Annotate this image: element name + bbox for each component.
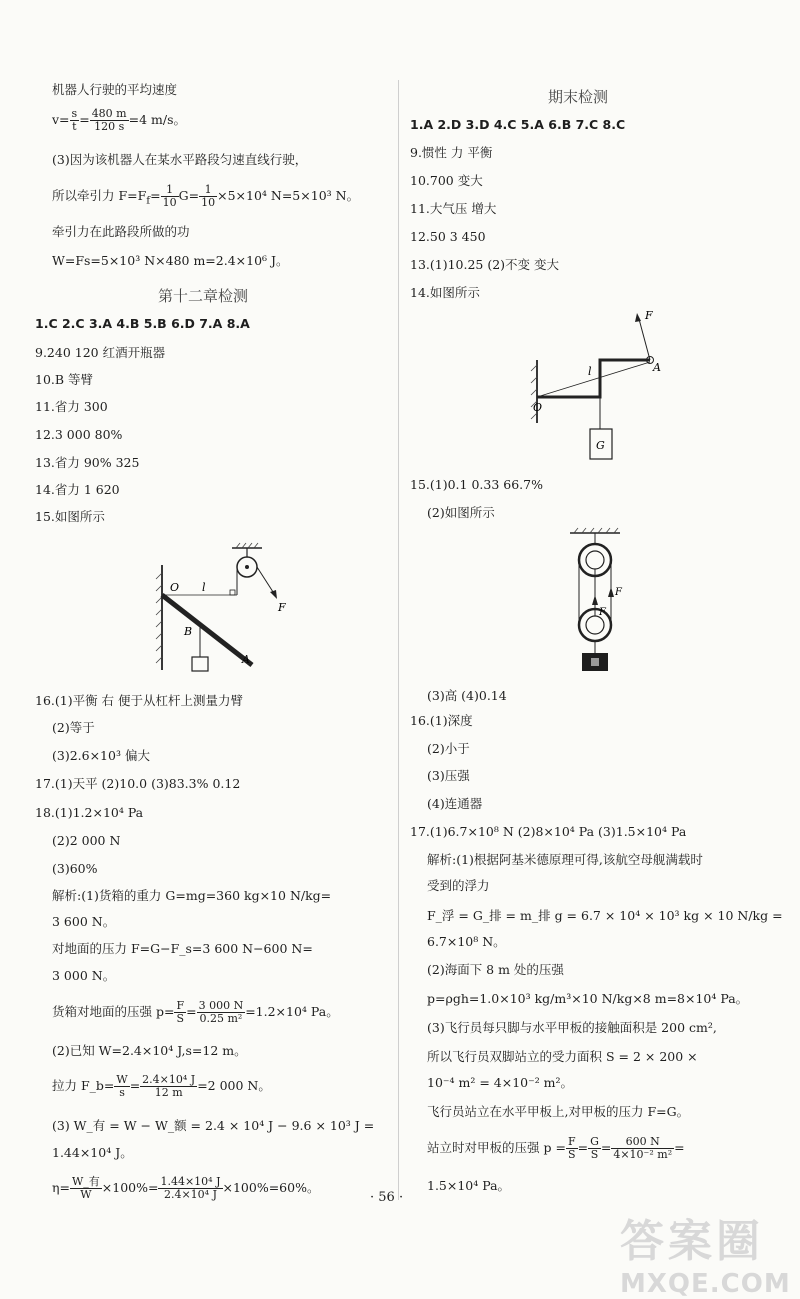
- text-line: 牵引力在此路段所做的功: [52, 224, 190, 239]
- answer-line: (3)2.6×10³ 偏大: [52, 748, 150, 763]
- numerator: 3 000 N: [198, 999, 244, 1012]
- numerator: 600 N: [611, 1136, 674, 1149]
- numerator: 1.44×10⁴ J: [160, 1175, 221, 1188]
- watermark-logo: [620, 1205, 791, 1299]
- column-divider: [398, 80, 399, 1200]
- fraction: [70, 1176, 102, 1201]
- label-F: F: [599, 607, 606, 618]
- fraction: [140, 1074, 197, 1099]
- answer-line: 16.(1)平衡 右 便于从杠杆上测量力臂: [35, 693, 244, 708]
- explanation-line: 所以飞行员双脚站立的受力面积 S = 2 × 200 ×: [427, 1049, 698, 1064]
- text-line: W=Fs=5×10³ N×480 m=2.4×10⁶ J。: [52, 253, 289, 268]
- fraction: [611, 1136, 674, 1161]
- denominator: W: [80, 1188, 92, 1201]
- denominator: S: [590, 1148, 599, 1161]
- efficiency-formula: [52, 1176, 319, 1201]
- explanation-line: 1.5×10⁴ Pa。: [427, 1178, 511, 1193]
- numerator: 1: [161, 184, 179, 197]
- pulley-block-figure: [560, 525, 640, 685]
- answer-line: 10.700 变大: [410, 173, 483, 188]
- explanation-line: (3) W_有 = W − W_额 = 2.4 × 10⁴ J − 9.6 × 10³ J =: [52, 1118, 375, 1133]
- deck-pressure-formula: 站立时对甲板的压强 p = $\frac{F}{S}$ = $\frac{G}{S}$ = $\frac{600 N}{\text{4×10⁻² m²}}$ =: [427, 1135, 685, 1161]
- answer-line: (4)连通器: [427, 796, 483, 811]
- answer-line: 14.省力 1 620: [35, 482, 120, 497]
- pull-force-formula: 拉力 F_b= $\frac{W}{s}$ = $\frac{\text{2.4×10⁴ J}}{12 m}$ =2 000 N。: [52, 1073, 271, 1099]
- label-l: l: [202, 581, 206, 594]
- numerator: 1: [199, 184, 217, 197]
- label-G: G: [596, 439, 605, 452]
- fraction: [70, 108, 80, 133]
- denominator: 12 m: [154, 1086, 183, 1099]
- label-O: O: [170, 581, 180, 594]
- answer-line: 15.(1)0.1 0.33 66.7%: [410, 477, 543, 492]
- denominator: 2.4×10⁴ J: [163, 1188, 217, 1201]
- label-O: O: [533, 401, 543, 414]
- answer-line: 17.(1)6.7×10⁸ N (2)8×10⁴ Pa (3)1.5×10⁴ Pa: [410, 824, 687, 839]
- velocity-formula: v= $\frac{s}{t}$ = $\frac{480 m}{120 s}$ =4 m/s。: [52, 107, 187, 133]
- fraction: [197, 1000, 246, 1025]
- section-title: 期末检测: [548, 88, 609, 106]
- numerator: s: [71, 107, 78, 120]
- fraction: [158, 1176, 222, 1201]
- subscript: f: [146, 194, 151, 207]
- explanation-line: F_浮 = G_排 = m_排 g = 6.7 × 10⁴ × 10³ kg × 10 N/kg =: [427, 908, 783, 923]
- formula-part: 货箱对地面的压强 p=: [52, 1004, 175, 1019]
- numerator: W: [116, 1073, 128, 1086]
- answer-line: (2)如图所示: [427, 505, 495, 520]
- answer-line: 11.大气压 增大: [410, 201, 497, 216]
- explanation-line: 3 600 N。: [52, 914, 116, 929]
- formula-part: η=: [52, 1180, 70, 1195]
- section-title: 第十二章检测: [158, 287, 249, 305]
- fraction: [90, 108, 129, 133]
- formula-part: ×5×10⁴ N=5×10³ N。: [217, 188, 360, 203]
- label-F: F: [278, 601, 286, 614]
- answer-line: 13.省力 90% 325: [35, 455, 140, 470]
- text-line: (3)因为该机器人在某水平路段匀速直线行驶，: [52, 152, 308, 167]
- answer-line: 15.如图所示: [35, 509, 105, 524]
- answer-line: 14.如图所示: [410, 285, 480, 300]
- denominator: 10: [201, 196, 216, 209]
- page-number: · 56 ·: [370, 1190, 404, 1205]
- explanation-line: 解析:(1)货箱的重力 G=mg=360 kg×10 N/kg=: [52, 888, 332, 903]
- label-F: F: [645, 309, 653, 322]
- lever-pulley-figure: [150, 535, 310, 680]
- numerator: F: [176, 999, 185, 1012]
- denominator: 10: [162, 196, 177, 209]
- fraction: [174, 1000, 186, 1025]
- answer-line: (3)压强: [427, 768, 470, 783]
- answer-line: 13.(1)10.25 (2)不变 变大: [410, 257, 560, 272]
- denominator: t: [72, 120, 77, 133]
- formula-part: ×100%=: [101, 1180, 159, 1195]
- explanation-line: (2)已知 W=2.4×10⁴ J,s=12 m。: [52, 1043, 247, 1058]
- answer-line: (2)小于: [427, 741, 470, 756]
- denominator: 4×10⁻² m²: [613, 1148, 673, 1161]
- answer-line: 9.惯性 力 平衡: [410, 145, 493, 160]
- numerator: G: [590, 1135, 599, 1148]
- bent-lever-figure: [525, 305, 685, 470]
- label-B: B: [184, 625, 193, 638]
- explanation-line: 6.7×10⁸ N。: [427, 934, 506, 949]
- answer-line: 10.B 等臂: [35, 372, 94, 387]
- numerator: F: [567, 1135, 576, 1148]
- numerator: 480 m: [91, 107, 127, 120]
- explanation-line: (3)飞行员每只脚与水平甲板的接触面积是 200 cm²,: [427, 1020, 717, 1035]
- fraction: [566, 1136, 578, 1161]
- formula-part: =2 000 N。: [197, 1078, 271, 1093]
- formula-part: G=: [178, 188, 200, 203]
- denominator: S: [567, 1148, 576, 1161]
- watermark-url: MXQE.COM: [620, 1269, 791, 1299]
- answer-line: 1.C 2.C 3.A 4.B 5.B 6.D 7.A 8.A: [35, 316, 250, 331]
- label-A: A: [653, 361, 661, 374]
- label-F: F: [615, 587, 622, 598]
- force-formula: [52, 184, 359, 209]
- fraction: [161, 184, 179, 209]
- formula-part: =: [150, 188, 161, 203]
- fraction: [588, 1136, 601, 1161]
- explanation-line: (2)海面下 8 m 处的压强: [427, 962, 564, 977]
- formula-part: 所以牵引力 F=F: [52, 188, 147, 203]
- answer-line: 18.(1)1.2×10⁴ Pa: [35, 805, 144, 820]
- answer-line: 12.3 000 80%: [35, 427, 123, 442]
- label-l: l: [588, 365, 592, 378]
- formula-part: =1.2×10⁴ Pa。: [245, 1004, 339, 1019]
- answer-line: 11.省力 300: [35, 399, 108, 414]
- watermark-text: 答案圈: [620, 1216, 764, 1267]
- denominator: 0.25 m²: [199, 1012, 243, 1025]
- numerator: 2.4×10⁴ J: [142, 1073, 196, 1086]
- explanation-line: 飞行员站立在水平甲板上,对甲板的压力 F=G。: [427, 1104, 690, 1119]
- formula-part: =4 m/s。: [128, 112, 187, 127]
- fraction: [114, 1074, 129, 1099]
- answer-line: (3)高 (4)0.14: [427, 688, 507, 703]
- answer-line: (2)2 000 N: [52, 833, 121, 848]
- explanation-line: 受到的浮力: [427, 878, 490, 893]
- formula-part: ×100%=60%。: [222, 1180, 320, 1195]
- text-line: 机器人行驶的平均速度: [52, 82, 178, 97]
- explanation-line: 1.44×10⁴ J。: [52, 1145, 133, 1160]
- explanation-line: 10⁻⁴ m² = 4×10⁻² m²。: [427, 1075, 574, 1090]
- explanation-line: 3 000 N。: [52, 968, 116, 983]
- answer-line: 17.(1)天平 (2)10.0 (3)83.3% 0.12: [35, 776, 241, 791]
- denominator: s: [119, 1086, 125, 1099]
- explanation-line: p=ρgh=1.0×10³ kg/m³×10 N/kg×8 m=8×10⁴ Pa。: [427, 991, 749, 1006]
- answer-line: (3)60%: [52, 861, 98, 876]
- denominator: S: [176, 1012, 185, 1025]
- explanation-line: 解析:(1)根据阿基米德原理可得,该航空母舰满载时: [427, 852, 703, 867]
- answer-line: 9.240 120 红酒开瓶器: [35, 345, 166, 360]
- answer-line: 12.50 3 450: [410, 229, 486, 244]
- label-A: A: [242, 653, 250, 666]
- answer-line: 16.(1)深度: [410, 713, 473, 728]
- formula-part: 站立时对甲板的压强 p =: [427, 1140, 566, 1155]
- pressure-formula: 货箱对地面的压强 p= $\frac{F}{S}$ = $\frac{3 000 N}{\text{0.25 m²}}$ =1.2×10⁴ Pa。: [52, 999, 339, 1025]
- answer-line: (2)等于: [52, 720, 95, 735]
- numerator: W_有: [71, 1175, 100, 1188]
- fraction: [199, 184, 217, 209]
- answer-line: 1.A 2.D 3.D 4.C 5.A 6.B 7.C 8.C: [410, 117, 626, 132]
- explanation-line: 对地面的压力 F=G−F_s=3 600 N−600 N=: [52, 941, 313, 956]
- denominator: 120 s: [94, 120, 125, 133]
- formula-part: 拉力 F_b=: [52, 1078, 115, 1093]
- formula-part: v=: [52, 112, 70, 127]
